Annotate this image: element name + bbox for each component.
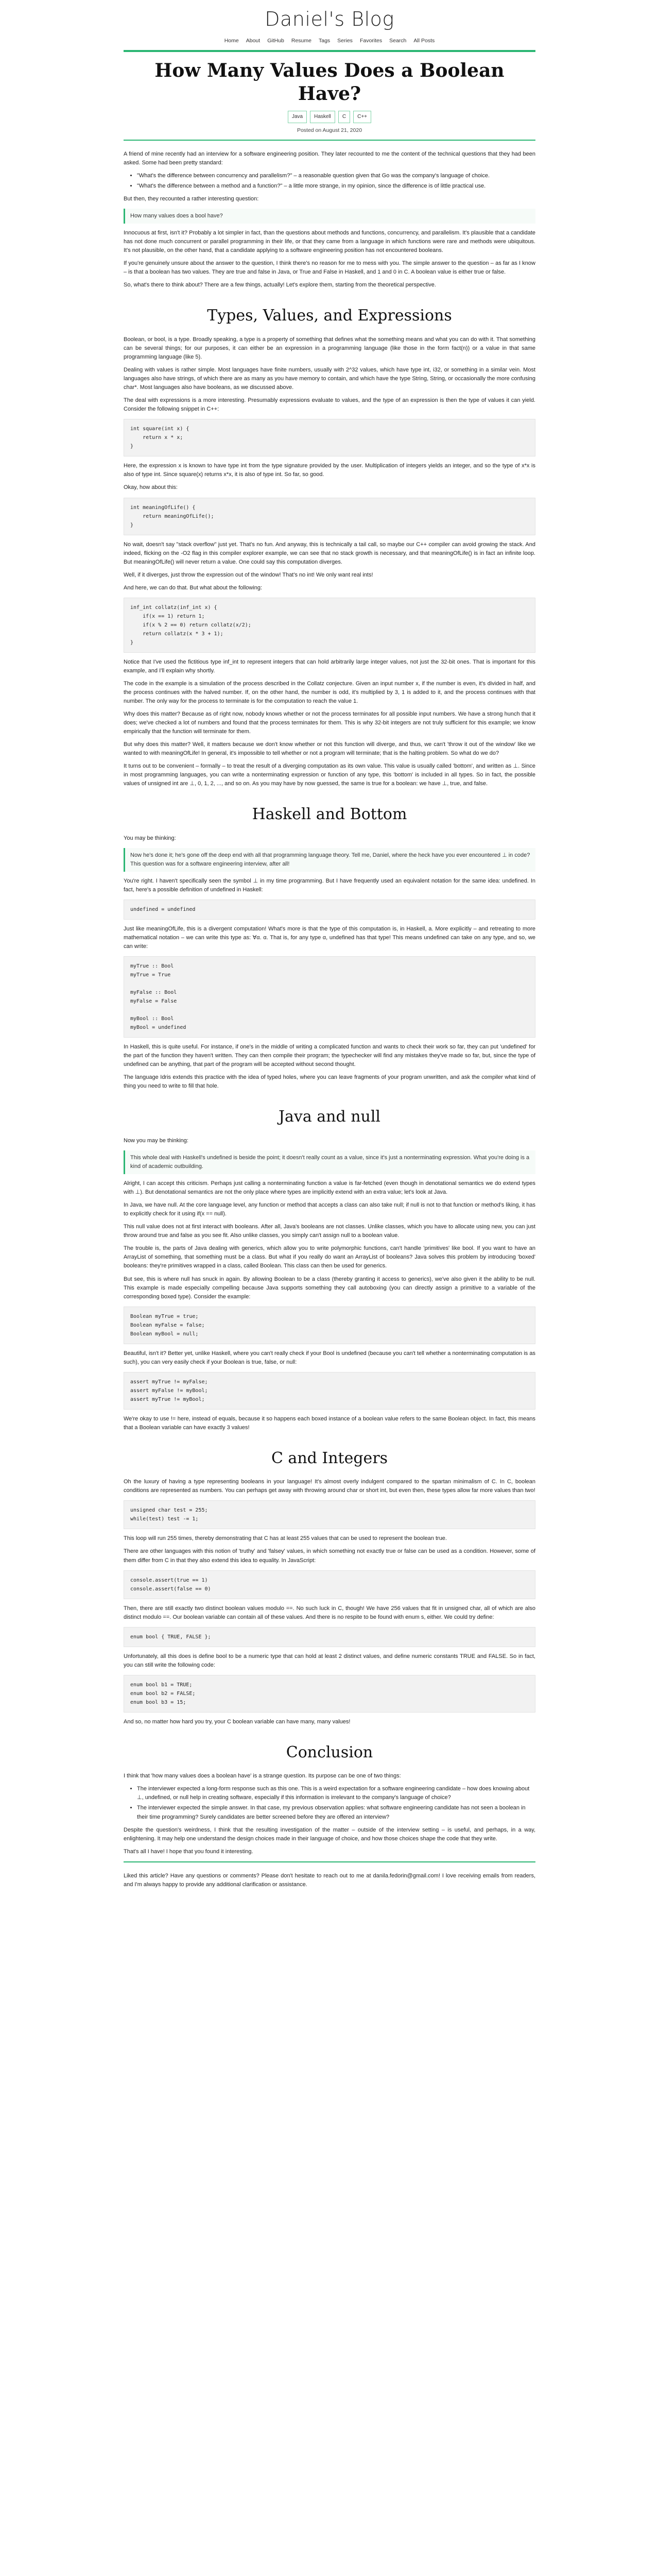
list-item: • "What's the difference between concurrency and parallelism?" – a reasonable question given that Go was the company's language of choice.: [137, 172, 535, 180]
list-item: • "What's the difference between a method and a function?" – a little more strange, in my opinion, since the difference is of little practical use.: [137, 182, 535, 191]
paragraph: Alright, I can accept this criticism. Perhaps just calling a nonterminating function a value is far-fetched (even though in denotational semantics we do extend types with ⊥). But denotational semantics are not the only place where types are implicitly extend with an extra value; let's look at Java.: [124, 1180, 535, 1196]
paragraph: The deal with expressions is a more interesting. Presumably expressions evaluate to values, and the type of an expression is then the type of values it can yield. Consider the following snippet in C++:: [124, 397, 535, 413]
nav-github[interactable]: GitHub: [267, 37, 284, 44]
section-heading: Conclusion: [286, 1743, 373, 1761]
blockquote: Now he's done it; he's gone off the deep end with all that programming language theory. Tell me, Daniel, where the heck have you ever encountered ⊥ in code? This question was for a software engineering interview, after all!: [124, 848, 535, 872]
paragraph: And so, no matter how hard you try, your C boolean variable can have many, many values!: [124, 1718, 351, 1725]
paragraph: No wait, doesn't say "stack overflow" just yet. That's no fun. And anyway, this is technically a tail call, so maybe our C++ compiler can avoid growing the stack. And indeed, flicking on the -O2 flag in this compiler explorer example, we can see that no stack growth is necessary, and that meaningOfLife() is in fact an infinite loop. But meaningOfLife() will never return a value. One could say this computation diverges.: [124, 541, 535, 565]
nav-resume[interactable]: Resume: [291, 37, 311, 44]
list-item: • The interviewer expected a long-form response such as this one. This is a weird expectation for a software engineering candidate – how does knowing about ⊥, undefined, or null help in creating software, especially if this information is irrelevant to the company's language of choice?: [137, 1785, 535, 1802]
paragraph: Beautiful, isn't it? Better yet, unlike Haskell, where you can't really check if your Bool is undefined (because you can't tell whether a nonterminating computation is as such), you can very easily check if your Boolean is true, false, or null:: [124, 1350, 535, 1365]
paragraph: Notice that I've used the fictitious type inf_int to represent integers that can hold arbitrarily large integer values, not just the 32-bit ones. That is important for this example, and I'll explain why shortly.: [124, 658, 535, 674]
paragraph: Well, if it diverges, just throw the expression out of the window! That's no int! We only want real ints!: [124, 571, 373, 578]
paragraph: Unfortunately, all this does is define bool to be a numeric type that can hold at least 2 distinct values, and define numeric constants TRUE and FALSE. So in fact, you can still write the following code:: [124, 1653, 535, 1668]
paragraph: Now you may be thinking:: [124, 1137, 188, 1144]
post-container: [124, 59, 535, 1914]
paragraph: Despite the question's weirdness, I think that the resulting investigation of the matter – outside of the interview setting – is useful, and perhaps, in a way, enlightening. It may help one understand the design choices made in their language of choice, and how those choices shape the code that they write.: [124, 1826, 535, 1842]
code-block: enum bool b1 = TRUE; enum bool b2 = FALSE; enum bool b3 = 15;: [124, 1675, 535, 1713]
paragraph: Oh the luxury of having a type representing booleans in your language! It's almost overly indulgent compared to the spartan minimalism of C. In C, boolean conditions are represented as numbers. You can perhaps get away with throwing around char or short int, but even then, these types allow far more values than two!: [124, 1479, 535, 1494]
tag-cpp[interactable]: C++: [353, 111, 371, 123]
paragraph: Dealing with values is rather simple. Most languages have finite numbers, usually with 2^32 values, which have type int, i32, or something in a similar vein. Most languages also have strings, of which there are as many as you have memory to contain, and which have the type String, String, or occasionally the more confusing char*. Most languages also have booleans, as we discussed above.: [124, 367, 535, 391]
nav-about[interactable]: About: [246, 37, 261, 44]
paragraph: It turns out to be convenient – formally – to treat the result of a diverging computation as its own value. This value is usually called 'bottom', and written as ⊥. Since in most programming languages, you can write a nonterminating expression or function of any type, this 'bottom' is included in all types. So in fact, the possible values of unsigned int are ⊥, 0, 1, 2, ..., and so on. As you may have by now guessed, the same is true for a boolean: we have ⊥, true, and false.: [124, 763, 535, 787]
nav-series[interactable]: Series: [337, 37, 353, 44]
section-heading: Haskell and Bottom: [252, 805, 407, 824]
paragraph: A friend of mine recently had an interview for a software engineering position. They later recounted to me the content of the technical questions that they had been asked. Some had been pretty standard:: [124, 150, 535, 166]
paragraph: Here, the expression x is known to have type int from the type signature provided by the user. Multiplication of integers yields an integer, and so the type of x*x is also of type int. Since square(x) returns x*x, it is also of type int. So far, so good.: [124, 463, 535, 478]
list-item: • The interviewer expected the simple answer. In that case, my previous observation applies: what software engineering candidate has not seen a boolean in their time programming? Surely candidates are better screened before they are offered an interview?: [137, 1804, 535, 1821]
paragraph: Why does this matter? Because as of right now, nobody knows whether or not the process terminates for all possible input numbers. We have a strong hunch that it does; we've checked a lot of numbers and found that the process terminates for them. This is why 32-bit integers are not truly sufficient for this example; we know empirically that the function will terminate for them.: [124, 710, 535, 735]
paragraph: This null value does not at first interact with booleans. After all, Java's booleans are not classes. Unlike classes, which you have to allocate using new, you can just throw around true and false as you see fit. Also unlike classes, you simply can't assign null to a boolean value.: [124, 1224, 535, 1239]
bottom-spacer: [124, 1893, 535, 1914]
paragraph: You may be thinking:: [124, 835, 176, 841]
tag-haskell[interactable]: Haskell: [310, 111, 335, 123]
nav-home[interactable]: Home: [224, 37, 239, 44]
footer-note: Liked this article? Have any questions or comments? Please don't hesitate to reach out to me at danila.fedorin@gmail.com! I love receiving emails from readers, and I'm always happy to provide any additional clarification or assistance.: [124, 1872, 535, 1888]
paragraph: Okay, how about this:: [124, 484, 178, 491]
list: [137, 172, 535, 191]
code-block: int square(int x) { return x * x; }: [124, 419, 535, 456]
section-heading: Types, Values, and Expressions: [207, 307, 452, 325]
paragraph: I think that 'how many values does a boolean have' is a strange question. Its purpose can be one of two things:: [124, 1773, 401, 1780]
paragraph: That's all I have! I hope that you found it interesting.: [124, 1848, 253, 1855]
paragraph: Innocuous at first, isn't it? Probably a lot simpler in fact, than the questions about methods and functions, concurrency, and parallelism. It's plausible that a candidate has not done much concurrent or parallel programming in their life, or that they came from a language in which functions were rare and methods were ubiquitous. It's not plausible, on the other hand, that a candidate applying to a software engineering position has not encountered booleans.: [124, 230, 535, 254]
nav-favorites[interactable]: Favorites: [359, 37, 383, 44]
paragraph: The language Idris extends this practice with the idea of typed holes, where you can leave fragments of your program unwritten, and ask the compiler what kind of thing you need to write to fill that hole.: [124, 1074, 535, 1090]
paragraph: We're okay to use != here, instead of equals, because it so happens each boxed instance of a boolean value refers to the same Boolean object. In fact, this means that a Boolean variable can have exactly 3 values!: [124, 1415, 535, 1431]
post-tags: [124, 111, 535, 123]
site-title[interactable]: Daniel's Blog: [265, 8, 394, 30]
code-block: int meaningOfLife() { return meaningOfLife(); }: [124, 498, 535, 535]
blockquote: How many values does a bool have?: [124, 209, 535, 224]
code-block: undefined = undefined: [124, 900, 535, 920]
paragraph: But see, this is where null has snuck in again. By allowing Boolean to be a class (thereby granting it access to generics), we've also given it the ability to be null. This example is made especially compelling because Java supports something they call autoboxing (you can directly assign a primitive to a variable of the corresponding boxed type). Consider the example:: [124, 1276, 535, 1300]
code-block: enum bool { TRUE, FALSE };: [124, 1627, 535, 1647]
main-nav: [0, 37, 659, 45]
post-title: How Many Values Does a Boolean Have?: [154, 60, 505, 105]
nav-tags[interactable]: Tags: [318, 37, 331, 44]
header-divider: [124, 50, 535, 52]
paragraph: If you're genuinely unsure about the answer to the question, I think there's no reason for me to mess with you. The simple answer to the question – as far as I know – is that a boolean has two values. They are true and false in Java, or True and False in Haskell, and 1 and 0 in C. A boolean value is either true or false.: [124, 260, 535, 276]
paragraph: Then, there are still exactly two distinct boolean values modulo ==. No such luck in C, though! We have 256 values that fit in unsigned char, all of which are also distinct modulo ==. Our boolean variable can contain all of these values. And there is no respite to be found with enum s, either. We could try define:: [124, 1605, 535, 1620]
paragraph: The code in the example is a simulation of the process described in the Collatz conjecture. Given an input number x, if the number is even, it's divided in half, and the process continues with the halved number. If, on the other hand, the number is odd, it's multiplied by 3, 1 is added to it, and the process continues with that number. The only way for the process to terminate is for the computation to reach the value 1.: [124, 680, 535, 704]
list: [137, 1785, 535, 1821]
code-block: Boolean myTrue = true; Boolean myFalse = false; Boolean myBool = null;: [124, 1307, 535, 1344]
paragraph: In Java, we have null. At the core language level, any function or method that accepts a class can also take null; if null is not to that function or method's liking, it has to explicitly check for it using if(x == null).: [124, 1202, 535, 1217]
post-date: Posted on August 21, 2020: [297, 127, 362, 133]
paragraph: So, what's there to think about? There are a few things, actually! Let's explore them, starting from the theoretical perspective.: [124, 282, 436, 289]
paragraph: Boolean, or bool, is a type. Broadly speaking, a type is a property of something that defines what the something means and what you can do with it. That something can be several things; for our purposes, it can either be an expression in a programming language (like those in the form fact(n)) or a value in that same programming language (like 5).: [124, 336, 535, 361]
code-block: unsigned char test = 255; while(test) test -= 1;: [124, 1500, 535, 1529]
paragraph: And here, we can do that. But what about the following:: [124, 584, 263, 591]
code-block: myTrue :: Bool myTrue = True myFalse :: Bool myFalse = False myBool :: Bool myBool = undefined: [124, 956, 535, 1038]
paragraph: But why does this matter? Well, it matters because we don't know whether or not this function will diverge, and thus, we can't 'throw it out of the window' like we wanted to with meaningOfLife! In general, it's impossible to tell whether or not a program will terminate; that is the halting problem. So what do we do?: [124, 741, 535, 757]
paragraph: In Haskell, this is quite useful. For instance, if one's in the middle of writing a complicated function and wants to check their work so far, they can put 'undefined' for the part of the function they haven't written. They can then compile their program; the typechecker will find any mistakes they've made so far, but, since the type of undefined can be anything, that part of the program will be accepted without second thought.: [124, 1044, 535, 1068]
footer-divider: [124, 1861, 535, 1862]
paragraph: You're right. I haven't specifically seen the symbol ⊥ in my time programming. But I have frequently used an equivalent notation for the same idea: undefined. In fact, here's a possible definition of undefined in Haskell:: [124, 877, 535, 893]
paragraph: Just like meaningOfLife, this is a divergent computation! What's more is that the type of this computation is, in Haskell, a. More explicitly – and retreating to more mathematical notation – we can write this type as: ∀α. α. That is, for any type α, undefined has that type! This means undefined can take on any type, and so, we can write:: [124, 926, 535, 950]
nav-all-posts[interactable]: All Posts: [413, 37, 435, 44]
paragraph: This loop will run 255 times, thereby demonstrating that C has at least 255 values that can be used to represent the boolean true.: [124, 1535, 447, 1542]
paragraph: The trouble is, the parts of Java dealing with generics, which allow you to write polymorphic functions, can't handle 'primitives' like bool. If you want to have an ArrayList of something, that something must be a class. But what if you really do want an ArrayList of booleans? Java solves this problem by introducing 'boxed' booleans: they're primitives wrapped in a class, called Boolean. This class can then be used for generics.: [124, 1245, 535, 1269]
title-divider: [124, 140, 535, 141]
tag-java[interactable]: Java: [288, 111, 307, 123]
section-heading: C and Integers: [271, 1449, 388, 1467]
code-block: console.assert(true == 1) console.assert(false == 0): [124, 1570, 535, 1599]
nav-search[interactable]: Search: [389, 37, 407, 44]
section-heading: Java and null: [278, 1108, 381, 1126]
tag-c[interactable]: C: [338, 111, 350, 123]
paragraph: There are other languages with this notion of 'truthy' and 'falsey' values, in which something not exactly true or false can be used as a condition. However, some of them differ from C in that they also extend this idea to equality. In JavaScript:: [124, 1548, 535, 1564]
paragraph: But then, they recounted a rather interesting question:: [124, 196, 259, 202]
code-block: assert myTrue != myFalse; assert myFalse != myBool; assert myTrue != myBool;: [124, 1372, 535, 1410]
code-block: inf_int collatz(inf_int x) { if(x == 1) return 1; if(x % 2 == 0) return collatz(x/2); return collatz(x * 3 + 1); }: [124, 598, 535, 653]
site-header: [0, 0, 659, 52]
blockquote: This whole deal with Haskell's undefined is beside the point; it doesn't really count as a value, since it's just a nonterminating expression. What you're doing is a kind of academic outbuilding.: [124, 1150, 535, 1174]
